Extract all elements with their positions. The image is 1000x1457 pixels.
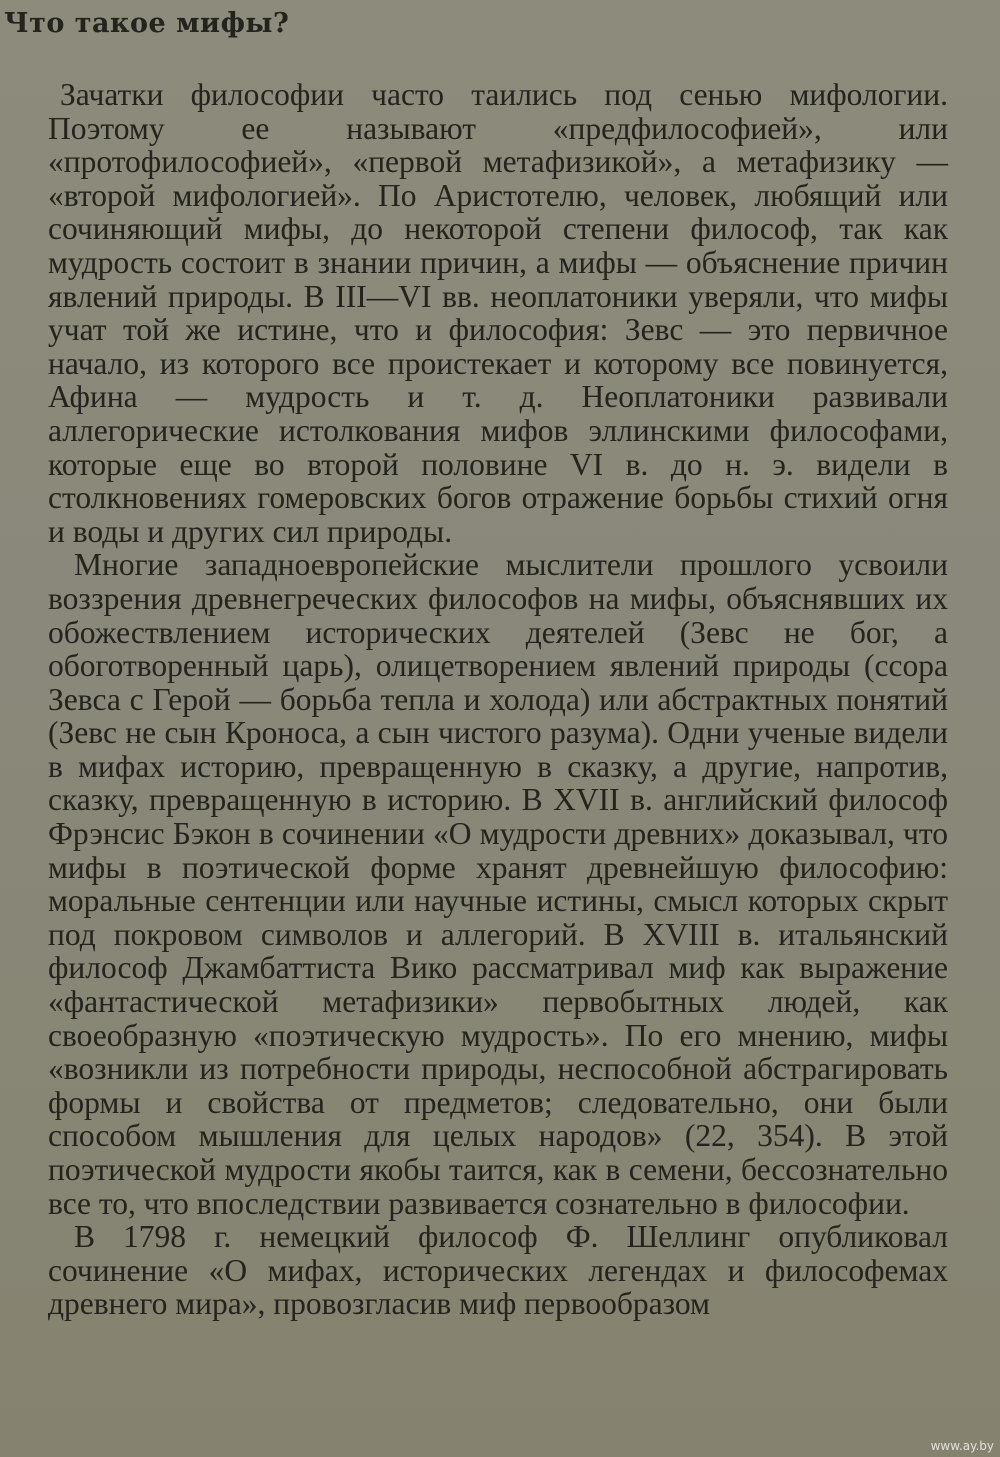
paragraph-3: В 1798 г. немецкий философ Ф. Шеллинг опубликовал сочинение «О мифах, исторических легендах и философемах древнего мира», провозгласив миф первообразом bbox=[48, 1219, 948, 1322]
section-title: Что такое мифы? bbox=[4, 8, 290, 39]
paragraph-1: Зачатки философии часто таились под сенью мифологии. Поэтому ее называют «предфилософией», или «протофилософией», «первой метафизикой», а метафизику — «второй мифологией». По Аристотелю, человек, любящий или сочиняющий мифы, до некоторой степени философ, так как мудрость состоит в знании причин, а мифы — объяснение причин явлений природы. В III—VI вв. неоплатоники уверяли, что мифы учат той же истине, что и философия: Зевс — это первичное начало, из которого все проистекает и которому все повинуется, Афина — мудрость и т. д. Неоплатоники развивали аллегорические истолкования мифов эллинскими философами, которые еще во второй половине VI в. до н. э. видели в столкновениях гомеровских богов отражение борьбы стихий огня и воды и других сил природы. bbox=[48, 77, 948, 549]
paragraph-2: Многие западноевропейские мыслители прошлого усвоили воззрения древнегреческих философов на мифы, объяснявших их обожествлением исторических деятелей (Зевс не бог, а обоготворенный царь), олицетворением явлений природы (ссора Зевса с Герой — борьба тепла и холода) или абстрактных понятий (Зевс не сын Кроноса, а сын чистого разума). Одни ученые видели в мифах историю, превращенную в сказку, а другие, напротив, сказку, превращенную в историю. В XVII в. английский философ Фрэнсис Бэкон в сочинении «О мудрости древних» доказывал, что мифы в поэтической форме хранят древнейшую философию: моральные сентенции или научные истины, смысл которых скрыт под покровом символов и аллегорий. В XVIII в. итальянский философ Джамбаттиста Вико рассматривал миф как выражение «фантастической метафизики» первобытных людей, как своеобразную «поэтическую мудрость». По его мнению, мифы «возникли из потребности природы, неспособной абстрагировать формы и свойства от предметов; следовательно, они были способом мышления для целых народов» (22, 354). В этой поэтической мудрости якобы таится, как в семени, бессознательно все то, что впоследствии развивается сознательно в философии. bbox=[48, 547, 948, 1221]
watermark: www.ay.by bbox=[930, 1439, 994, 1453]
body-text bbox=[48, 78, 948, 1321]
